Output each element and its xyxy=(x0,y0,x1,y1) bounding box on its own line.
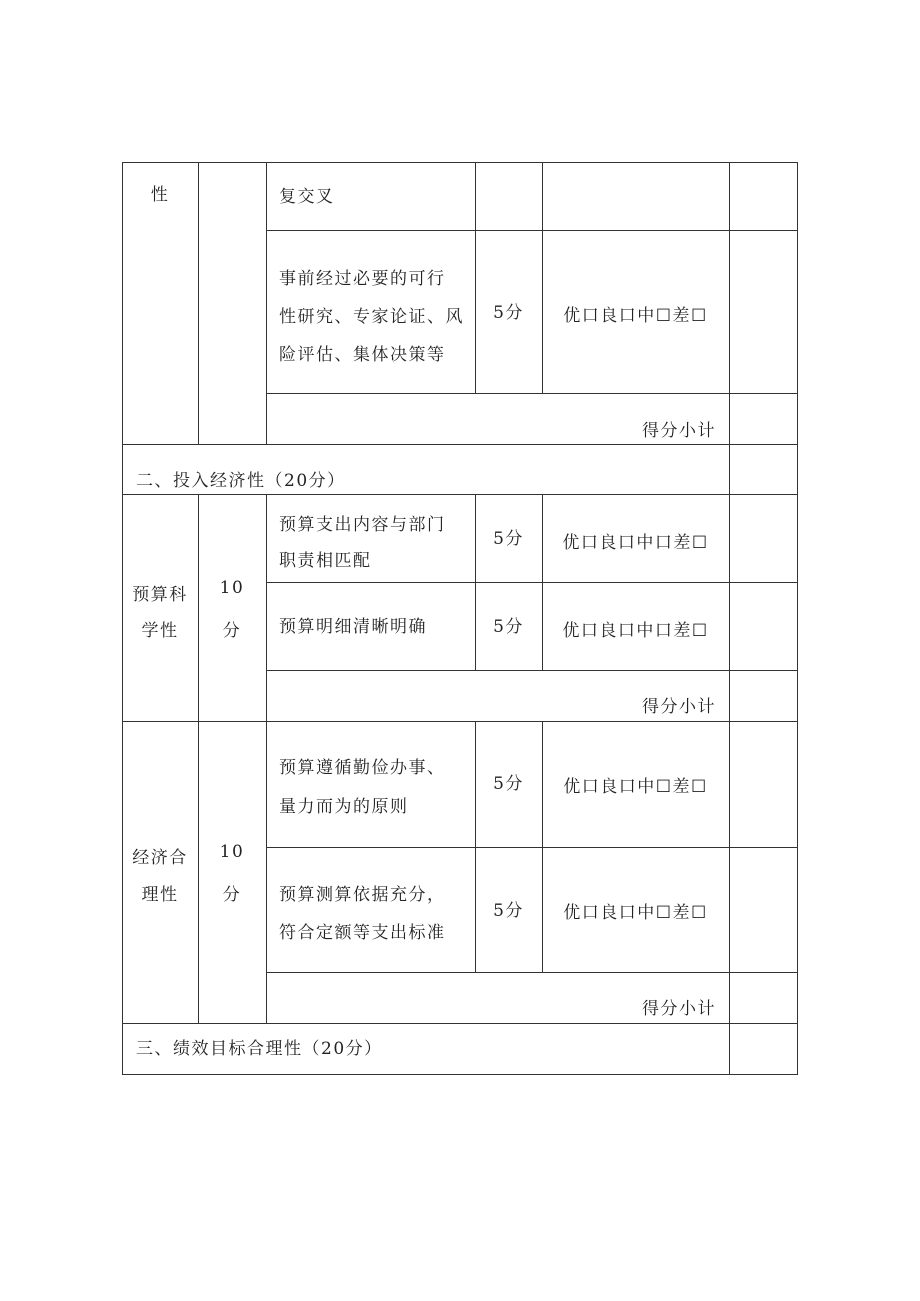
score-value: 5分 xyxy=(493,617,524,637)
rating-options: 优口良口中☐差☐ xyxy=(563,903,708,923)
col-border xyxy=(475,162,476,393)
row-border xyxy=(266,582,798,583)
row-border xyxy=(122,162,798,163)
col-border xyxy=(266,162,267,444)
category-label: 理性 xyxy=(141,885,179,905)
points-label: 10 xyxy=(219,842,245,862)
indicator-content: 险评估、集体决策等 xyxy=(279,345,446,365)
indicator-content: 性研究、专家论证、风 xyxy=(279,307,464,327)
rating-options: 优口良口中☐差☐ xyxy=(563,777,708,797)
score-value: 5分 xyxy=(493,901,524,921)
rating-options: 优口良口中☐差☐ xyxy=(563,306,708,326)
score-value: 5分 xyxy=(493,529,524,549)
row-border xyxy=(266,847,798,848)
category-label: 学性 xyxy=(141,621,179,641)
indicator-content: 符合定额等支出标准 xyxy=(279,923,446,943)
points-label: 10 xyxy=(219,578,245,598)
indicator-content: 量力而为的原则 xyxy=(279,797,409,817)
indicator-content: 预算遵循勤俭办事、 xyxy=(279,758,446,778)
indicator-content: 预算测算依据充分， xyxy=(279,885,446,905)
points-label: 分 xyxy=(222,885,242,905)
col-border xyxy=(729,162,730,1075)
score-value: 5分 xyxy=(493,303,524,323)
indicator-content: 预算支出内容与部门 xyxy=(279,515,446,535)
section-header: 三、绩效目标合理性（20分） xyxy=(136,1039,383,1059)
row-border xyxy=(266,670,798,671)
row-border xyxy=(122,1074,798,1075)
subtotal-label: 得分小计 xyxy=(642,697,716,717)
category-label: 预算科 xyxy=(132,585,188,605)
indicator-content: 预算明细清晰明确 xyxy=(279,617,427,637)
subtotal-label: 得分小计 xyxy=(642,999,716,1019)
row-border xyxy=(266,393,798,394)
row-border xyxy=(266,230,798,231)
points-label: 分 xyxy=(222,621,242,641)
col-border xyxy=(266,494,267,1023)
category-label: 性 xyxy=(150,185,170,205)
col-border xyxy=(542,721,543,972)
rating-options: 优口良口中口差☐ xyxy=(562,621,709,641)
indicator-content: 职责相匹配 xyxy=(279,551,372,571)
rating-options: 优口良口中口差☐ xyxy=(562,533,709,553)
row-border xyxy=(266,972,798,973)
subtotal-label: 得分小计 xyxy=(642,421,716,441)
indicator-content: 事前经过必要的可行 xyxy=(279,269,446,289)
col-border xyxy=(198,162,199,444)
col-border xyxy=(475,721,476,972)
section-header: 二、投入经济性（20分） xyxy=(136,471,346,491)
evaluation-table xyxy=(122,162,798,1075)
category-label: 经济合 xyxy=(132,848,188,868)
col-border xyxy=(797,162,798,1075)
indicator-content: 复交叉 xyxy=(279,187,335,207)
score-value: 5分 xyxy=(493,774,524,794)
col-border xyxy=(542,162,543,393)
